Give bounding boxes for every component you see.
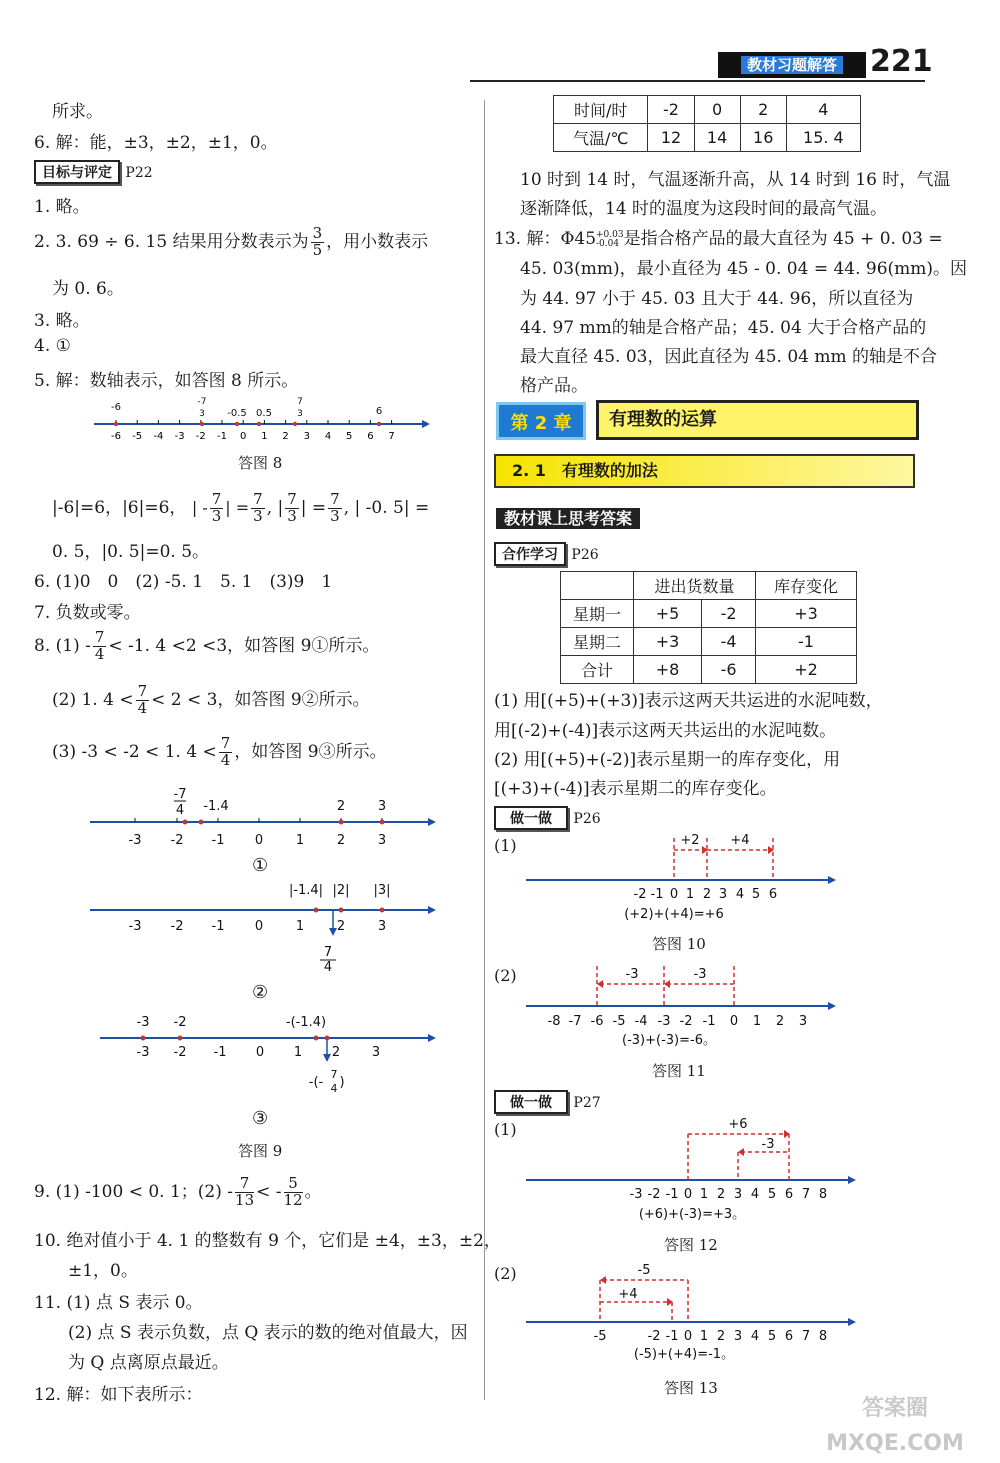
table-cell: +2 — [755, 656, 856, 684]
q5: 5. 解：数轴表示，如答图 8 所示。 — [34, 371, 299, 391]
do-tag: 做一做 — [494, 806, 568, 830]
q8-2 — [52, 684, 370, 717]
svg-text:3: 3 — [371, 1045, 381, 1060]
table-cell: 16 — [740, 124, 786, 152]
table-cell: 14 — [694, 124, 740, 152]
tick-label: 0 — [240, 431, 247, 442]
svg-text:4: 4 — [175, 803, 185, 818]
think-label: 教材课上思考答案 — [496, 508, 640, 529]
frac-num: 3 — [312, 224, 323, 242]
frac-den: 4 — [94, 644, 105, 663]
svg-text:-3: -3 — [625, 967, 639, 982]
r-text: 45. 03(mm)，最小直径为 45 - 0. 04 = 44. 96(mm)。因 — [520, 259, 968, 279]
inventory-table — [560, 571, 857, 684]
do-ref: P26 — [573, 811, 601, 827]
fraction — [235, 1176, 254, 1209]
svg-text:-6: -6 — [590, 1014, 604, 1029]
svg-text:|3|: |3| — [373, 883, 391, 898]
table-cell: 气温/℃ — [554, 124, 648, 152]
svg-text:3: 3 — [199, 409, 205, 419]
part-label: (2) — [494, 1264, 517, 1283]
svg-text:-7: -7 — [568, 1014, 582, 1029]
svg-text:4: 4 — [330, 1082, 338, 1095]
fraction — [136, 684, 150, 717]
fraction — [219, 736, 233, 769]
temperature-table — [553, 95, 861, 152]
q2-cont: 为 0. 6。 — [52, 279, 124, 299]
svg-text:5: 5 — [767, 1329, 777, 1344]
svg-text:+6: +6 — [728, 1117, 748, 1132]
svg-text:2: 2 — [336, 919, 346, 934]
q9-text-c: 。 — [304, 1181, 322, 1202]
frac-num: 7 — [94, 628, 105, 646]
tick-label: 6 — [367, 431, 374, 442]
q6: 6. (1)0 0 (2) -5. 1 5. 1 (3)9 1 — [34, 572, 333, 592]
figure-10-caption: 答图 10 — [652, 935, 706, 953]
svg-text:-4: -4 — [634, 1014, 648, 1029]
svg-text:-3: -3 — [693, 967, 707, 982]
coop-ref: P26 — [571, 547, 599, 563]
svg-text:0: 0 — [255, 1045, 265, 1060]
svg-text:2: 2 — [336, 799, 346, 814]
svg-text:-5: -5 — [593, 1329, 607, 1344]
fraction — [210, 492, 224, 525]
r-text: [(+3)+(-4)]表示星期二的库存变化。 — [494, 779, 777, 799]
svg-text:-1.4: -1.4 — [203, 799, 229, 814]
frac-den: 3 — [253, 506, 263, 525]
table-cell: 15. 4 — [786, 124, 860, 152]
svg-text:+4: +4 — [730, 833, 750, 848]
table-cell: 星期一 — [561, 600, 634, 628]
svg-text:4: 4 — [750, 1329, 760, 1344]
svg-text:1: 1 — [699, 1329, 709, 1344]
svg-text:-3: -3 — [629, 1187, 643, 1202]
figure-10-number-line — [524, 828, 844, 928]
table-cell: 4 — [786, 96, 860, 124]
svg-text:0: 0 — [669, 887, 679, 902]
table-cell: -4 — [702, 628, 756, 656]
table-header: 进出货数量 — [634, 572, 756, 600]
svg-text:7: 7 — [323, 945, 333, 960]
q13 — [494, 224, 943, 249]
svg-text:3: 3 — [297, 409, 303, 419]
svg-text:-(-: -(- — [308, 1075, 324, 1090]
svg-text:-3: -3 — [136, 1045, 150, 1060]
svg-text:-3: -3 — [128, 833, 142, 848]
svg-text:0: 0 — [254, 833, 264, 848]
part-label: (2) — [494, 966, 517, 985]
svg-text:|-1.4|: |-1.4| — [288, 883, 324, 898]
header-section-badge — [718, 52, 866, 78]
q6-prev: 6. 解：能，±3，±2，±1，0。 — [34, 133, 278, 153]
q8-3 — [52, 736, 387, 769]
frac-num: 7 — [211, 490, 222, 508]
svg-text:7: 7 — [801, 1187, 811, 1202]
tick-label: 3 — [303, 431, 310, 442]
tick-label: -4 — [153, 431, 164, 442]
svg-text:0: 0 — [254, 919, 264, 934]
svg-text:3: 3 — [718, 887, 728, 902]
svg-text:-7: -7 — [197, 397, 207, 407]
q8-1-pre: 8. (1) - — [34, 635, 91, 656]
svg-text:2: 2 — [716, 1187, 726, 1202]
svg-text:-2: -2 — [633, 887, 647, 902]
q12: 12. 解：如下表所示： — [34, 1385, 203, 1405]
figure-8-caption: 答图 8 — [238, 454, 283, 472]
table-cell: 12 — [648, 124, 694, 152]
svg-text:3: 3 — [733, 1329, 743, 1344]
svg-text:): ) — [339, 1075, 345, 1090]
fraction — [251, 492, 265, 525]
svg-text:-2: -2 — [679, 1014, 693, 1029]
figure-11-caption: 答图 11 — [652, 1062, 706, 1080]
table-cell — [561, 572, 634, 600]
figure-11-number-line — [524, 958, 844, 1058]
q8-2-pre: (2) 1. 4 < — [52, 689, 134, 710]
eq-11: (-3)+(-3)=-6。 — [622, 1033, 716, 1048]
table-cell: -2 — [702, 600, 756, 628]
frac-den: 4 — [220, 750, 231, 769]
do-tag: 做一做 — [494, 1090, 568, 1114]
abs-text-a: |-6|=6，|6|=6， — [52, 497, 187, 518]
chapter-badge — [496, 402, 586, 440]
frac-num: 7 — [287, 490, 297, 508]
q9-text-a: 9. (1) -100 < 0. 1；(2) - — [34, 1181, 234, 1202]
q3: 3. 略。 — [34, 311, 90, 331]
r-text: 逐渐降低，14 时的温度为这段时间的最高气温。 — [520, 199, 888, 219]
svg-text:-2: -2 — [647, 1187, 661, 1202]
svg-text:6: 6 — [375, 406, 383, 417]
frac-den: 3 — [211, 506, 222, 525]
svg-text:-7: -7 — [173, 787, 187, 802]
frac-den: 3 — [330, 506, 340, 525]
svg-text:-1: -1 — [211, 833, 225, 848]
svg-text:-3: -3 — [657, 1014, 671, 1029]
eq-13: (-5)+(+4)=-1。 — [633, 1347, 735, 1362]
chapter-title: 有理数的运算 — [609, 409, 717, 430]
chapter-title-box — [596, 400, 919, 440]
svg-text:2: 2 — [331, 1045, 341, 1060]
frac-den: 5 — [312, 240, 323, 259]
svg-text:5: 5 — [767, 1187, 777, 1202]
q10-cont: ±1，0。 — [68, 1261, 138, 1281]
q9-text-b: < - — [256, 1181, 282, 1202]
r-text: 为 44. 97 小于 45. 03 且大于 44. 96，所以直径为 — [520, 289, 914, 309]
think-heading — [496, 506, 640, 529]
table-cell: +8 — [634, 656, 702, 684]
svg-text:7: 7 — [801, 1329, 811, 1344]
svg-text:7: 7 — [297, 397, 303, 407]
table-cell: 时间/时 — [554, 96, 648, 124]
figure-9-line-3 — [98, 1010, 438, 1100]
table-row — [561, 572, 857, 600]
svg-text:1: 1 — [685, 887, 695, 902]
svg-text:2: 2 — [702, 887, 712, 902]
svg-text:8: 8 — [818, 1329, 828, 1344]
frac-num: 7 — [235, 1176, 254, 1193]
r-text: 10 时到 14 时，气温逐渐升高，从 14 时到 16 时，气温 — [520, 170, 951, 190]
header-section-label: 教材习题解答 — [741, 56, 843, 74]
table-cell: +3 — [634, 628, 702, 656]
table-cell: 0 — [694, 96, 740, 124]
q13-sup: +0.03 — [596, 229, 624, 240]
table-cell: -2 — [648, 96, 694, 124]
q8-2-text: < 2 < 3，如答图 9②所示。 — [151, 689, 370, 710]
svg-text:-8: -8 — [547, 1014, 561, 1029]
svg-text:-5: -5 — [612, 1014, 626, 1029]
table-cell: 合计 — [561, 656, 634, 684]
frac-num: 5 — [284, 1176, 303, 1193]
figure-13-caption: 答图 13 — [664, 1379, 718, 1397]
svg-text:-2: -2 — [170, 833, 184, 848]
svg-text:3: 3 — [377, 919, 387, 934]
figure-9-label-3: ③ — [252, 1108, 269, 1129]
svg-text:1: 1 — [752, 1014, 762, 1029]
table-row — [561, 656, 857, 684]
r-text: 最大直径 45. 03，因此直径为 45. 04 mm 的轴是不合 — [520, 347, 937, 367]
r-text: 44. 97 mm的轴是合格产品；45. 04 大于合格产品的 — [520, 318, 927, 338]
q11-1: 11. (1) 点 S 表示 0。 — [34, 1293, 203, 1313]
table-header: 库存变化 — [755, 572, 856, 600]
figure-9-label-1: ① — [252, 855, 269, 876]
q2 — [34, 226, 428, 259]
eq-10: (+2)+(+4)=+6 — [624, 907, 724, 922]
q2-text: 2. 3. 69 ÷ 6. 15 结果用分数表示为 — [34, 231, 309, 252]
svg-text:-1: -1 — [665, 1329, 679, 1344]
svg-text:6: 6 — [784, 1329, 794, 1344]
svg-text:-3: -3 — [128, 919, 142, 934]
svg-text:6: 6 — [768, 887, 778, 902]
tick-label: 7 — [388, 431, 395, 442]
frac-den: 12 — [283, 1190, 303, 1209]
fraction — [93, 630, 107, 663]
frac-num: 7 — [220, 734, 231, 752]
section-title: 2. 1 有理数的加法 — [512, 461, 658, 480]
svg-text:3: 3 — [377, 833, 387, 848]
svg-text:-1: -1 — [211, 919, 225, 934]
svg-text:-0.5: -0.5 — [227, 408, 247, 419]
abs-values: |-6|=6，|6|=6， | - $\frac{7}{3}$ | = $\frac{7}{3}$ , | $\frac{7}{3}$ | = $\frac{7}{3}$ , | -0. 5| = — [52, 490, 430, 525]
tick-label: -3 — [174, 431, 185, 442]
q13-text-a: 13. 解：Φ45 — [494, 229, 597, 249]
r-text: (1) 用[(+5)+(+3)]表示这两天共运进的水泥吨数， — [494, 691, 883, 711]
svg-text:3: 3 — [733, 1187, 743, 1202]
svg-text:-2: -2 — [173, 1015, 187, 1030]
table-row — [554, 124, 861, 152]
q8-1-text: < -1. 4 <2 <3，如答图 9①所示。 — [108, 635, 380, 656]
fraction — [311, 226, 325, 259]
svg-text:4: 4 — [323, 960, 333, 973]
svg-text:0: 0 — [683, 1187, 693, 1202]
tick-label: 1 — [261, 431, 268, 442]
watermark-logo — [800, 1390, 990, 1458]
tick-label: -1 — [217, 431, 227, 442]
fraction — [284, 1176, 303, 1209]
tick-label: -2 — [195, 431, 206, 442]
text-line: 所求。 — [52, 102, 103, 122]
q2-text-b: ，用小数表示 — [326, 231, 429, 252]
header-rule — [470, 80, 925, 82]
svg-text:+2: +2 — [680, 833, 700, 848]
svg-text:7: 7 — [330, 1068, 338, 1081]
svg-text:2: 2 — [716, 1329, 726, 1344]
tick-label: -6 — [111, 431, 121, 442]
svg-text:1: 1 — [295, 833, 305, 848]
figure-9-line-2 — [88, 878, 438, 973]
figure-13-number-line — [524, 1258, 864, 1368]
part-label: (1) — [494, 1120, 517, 1139]
figure-9-label-2: ② — [252, 982, 269, 1003]
table-cell: 2 — [740, 96, 786, 124]
svg-text:-3: -3 — [761, 1137, 775, 1152]
do-heading-1 — [494, 806, 601, 830]
fraction — [285, 492, 299, 525]
svg-text:-1: -1 — [665, 1187, 679, 1202]
frac-num: 7 — [253, 490, 263, 508]
r-text: 格产品。 — [520, 376, 588, 396]
section-banner — [494, 454, 915, 488]
svg-text:1: 1 — [295, 919, 305, 934]
svg-text:-(-1.4): -(-1.4) — [285, 1015, 327, 1030]
svg-text:-6: -6 — [111, 402, 121, 413]
coop-tag: 合作学习 — [494, 542, 566, 566]
part-label: (1) — [494, 836, 517, 855]
q13-text-b: 是指合格产品的最大直径为 45 + 0. 03 = — [623, 229, 943, 249]
do-ref: P27 — [573, 1095, 601, 1111]
svg-text:8: 8 — [818, 1187, 828, 1202]
q4: 4. ① — [34, 336, 71, 356]
figure-9-caption: 答图 9 — [238, 1142, 283, 1160]
coop-heading — [494, 542, 599, 566]
tick-label: -5 — [132, 431, 143, 442]
svg-text:1: 1 — [293, 1045, 303, 1060]
eq-12: (+6)+(-3)=+3。 — [638, 1207, 746, 1222]
svg-text:0.5: 0.5 — [256, 408, 272, 419]
goal-eval-ref: P22 — [125, 165, 153, 181]
q11-3: 为 Q 点离原点最近。 — [68, 1353, 229, 1373]
svg-text:2: 2 — [775, 1014, 785, 1029]
frac-den: 13 — [235, 1190, 255, 1209]
svg-text:-1: -1 — [702, 1014, 716, 1029]
column-divider — [484, 100, 485, 1400]
svg-text:6: 6 — [784, 1187, 794, 1202]
q13-sub: -0.04 — [596, 238, 620, 249]
frac-den: 4 — [137, 698, 148, 717]
svg-text:-5: -5 — [637, 1263, 651, 1278]
svg-text:5: 5 — [751, 887, 761, 902]
r-text: 用[(-2)+(-4)]表示这两天共运出的水泥吨数。 — [494, 721, 837, 741]
svg-text:-1: -1 — [213, 1045, 227, 1060]
chapter-label: 第 2 章 — [510, 413, 572, 434]
table-row — [554, 96, 861, 124]
svg-text:4: 4 — [750, 1187, 760, 1202]
svg-text:-2: -2 — [647, 1329, 661, 1344]
svg-text:3: 3 — [377, 799, 387, 814]
do-heading-2 — [494, 1090, 601, 1114]
goal-eval-tag: 目标与评定 — [34, 160, 120, 184]
q1: 1. 略。 — [34, 197, 90, 217]
svg-text:-3: -3 — [136, 1015, 150, 1030]
table-cell: 星期二 — [561, 628, 634, 656]
table-cell: +5 — [634, 600, 702, 628]
q10: 10. 绝对值小于 4. 1 的整数有 9 个，它们是 ±4，±3，±2， — [34, 1231, 501, 1251]
svg-text:|2|: |2| — [332, 883, 350, 898]
svg-text:+4: +4 — [618, 1287, 638, 1302]
svg-text:-1: -1 — [650, 887, 664, 902]
page-number: 221 — [870, 44, 933, 79]
frac-num: 7 — [137, 682, 148, 700]
tick-label: 5 — [346, 431, 353, 442]
fraction — [328, 492, 342, 525]
figure-12-number-line — [524, 1114, 864, 1224]
table-row — [561, 600, 857, 628]
table-cell: -1 — [755, 628, 856, 656]
figure-8-number-line — [92, 392, 432, 444]
table-cell: -6 — [702, 656, 756, 684]
figure-12-caption: 答图 12 — [664, 1236, 718, 1254]
q11-2: (2) 点 S 表示负数，点 Q 表示的数的绝对值最大，因 — [68, 1323, 468, 1343]
q9 — [34, 1176, 322, 1209]
svg-text:-2: -2 — [170, 919, 184, 934]
frac-num: 7 — [330, 490, 340, 508]
svg-text:-2: -2 — [173, 1045, 187, 1060]
goal-eval-heading — [34, 160, 153, 184]
q7: 7. 负数或零。 — [34, 603, 141, 623]
q8-3-text: ，如答图 9③所示。 — [234, 741, 387, 762]
svg-text:3: 3 — [798, 1014, 808, 1029]
tick-label: 4 — [324, 431, 332, 442]
svg-text:4: 4 — [735, 887, 745, 902]
table-row — [561, 628, 857, 656]
q8-3-pre: (3) -3 < -2 < 1. 4 < — [52, 741, 217, 762]
svg-text:0: 0 — [683, 1329, 693, 1344]
q8-1 — [34, 630, 379, 663]
tick-label: 2 — [282, 431, 289, 442]
abs-values-cont: 0. 5，|0. 5|=0. 5。 — [52, 542, 210, 562]
svg-text:2: 2 — [336, 833, 346, 848]
figure-9-line-1 — [88, 782, 438, 862]
watermark-text: 答案圈 MXQE.COM — [826, 1396, 964, 1456]
svg-text:1: 1 — [699, 1187, 709, 1202]
svg-text:0: 0 — [729, 1014, 739, 1029]
table-cell: +3 — [755, 600, 856, 628]
r-text: (2) 用[(+5)+(-2)]表示星期一的库存变化，用 — [494, 750, 841, 770]
frac-den: 3 — [287, 506, 297, 525]
